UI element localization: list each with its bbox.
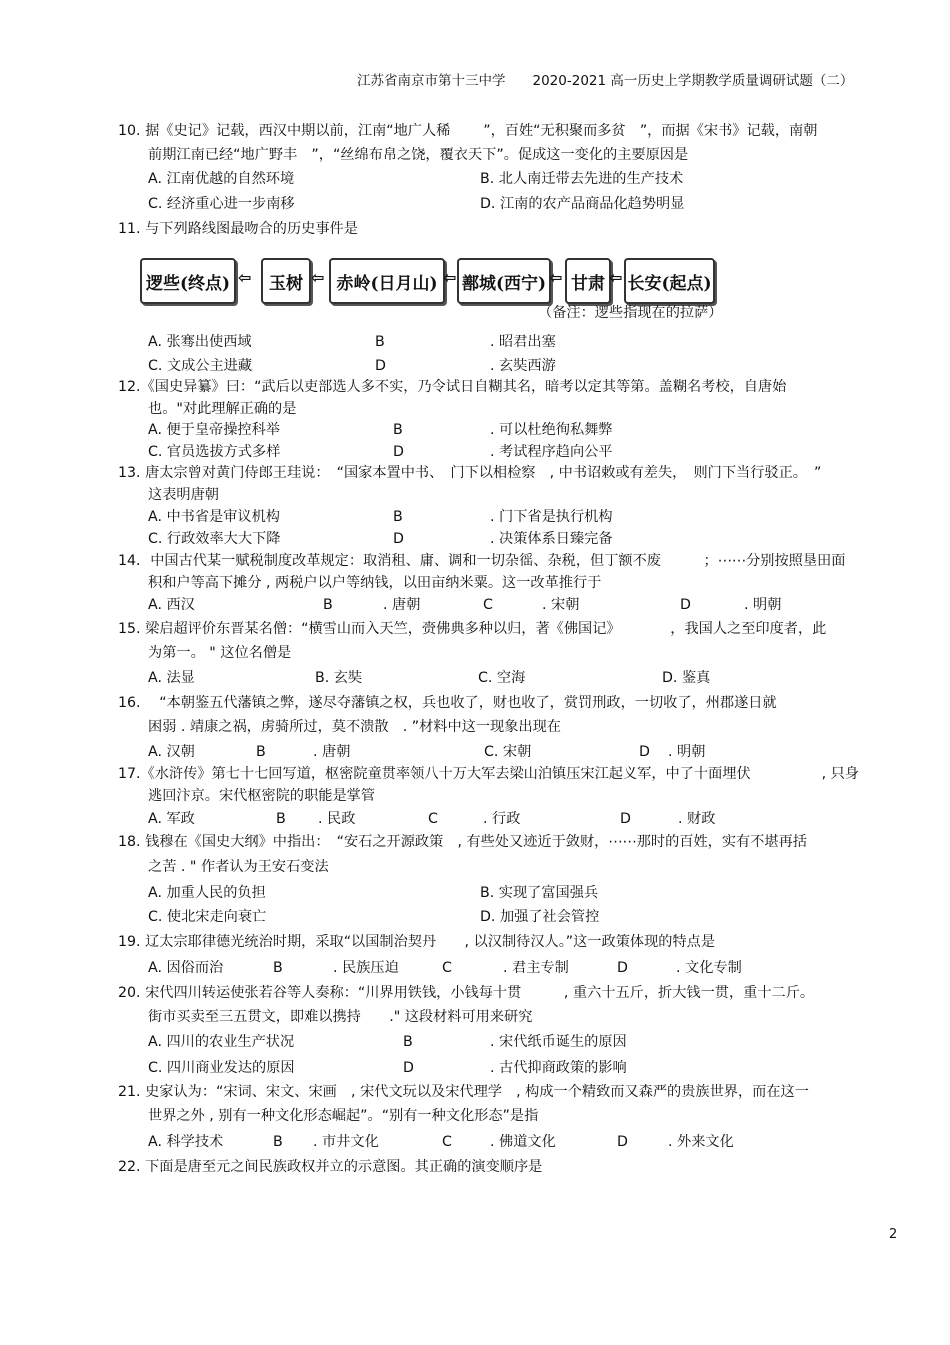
option-b[interactable]: . 宋代纸币诞生的原因 bbox=[490, 1034, 627, 1050]
option-a[interactable]: A. 法显 bbox=[148, 670, 195, 686]
option-d[interactable]: . 考试程序趋向公平 bbox=[490, 444, 613, 460]
option-a[interactable]: A. 中书省是审议机构 bbox=[148, 509, 280, 525]
option-b[interactable]: . 民政 bbox=[318, 811, 356, 827]
page-header: 江苏省南京市第十三中学 2020-2021 高一历史上学期教学质量调研试题（二） bbox=[357, 73, 854, 89]
option-d[interactable]: . 玄奘西游 bbox=[490, 358, 556, 374]
page-number: 2 bbox=[889, 1227, 898, 1242]
option-c[interactable]: C. 宋朝 bbox=[484, 744, 532, 760]
route-node-gansu: 甘肃 bbox=[565, 258, 611, 304]
option-b[interactable]: B. 玄奘 bbox=[315, 670, 363, 686]
question-stem: 逃回汴京。宋代枢密院的职能是掌管 bbox=[148, 788, 376, 804]
option-d-letter[interactable]: D bbox=[639, 744, 650, 760]
option-c[interactable]: . 君主专制 bbox=[503, 960, 569, 976]
option-d-letter[interactable]: D bbox=[617, 960, 628, 976]
option-d[interactable]: . 古代抑商政策的影响 bbox=[490, 1060, 627, 1076]
question-stem: 街市买卖至三五贯文，即难以携持 ." 这段材料可用来研究 bbox=[148, 1009, 533, 1025]
option-a[interactable]: A. 四川的农业生产状况 bbox=[148, 1034, 295, 1050]
option-d-letter[interactable]: D bbox=[617, 1134, 628, 1150]
option-d[interactable]: . 财政 bbox=[678, 811, 716, 827]
option-d[interactable]: . 明朝 bbox=[744, 597, 782, 613]
option-d[interactable]: D. 鉴真 bbox=[662, 670, 711, 686]
question-stem: 11. 与下列路线图最吻合的历史事件是 bbox=[118, 221, 358, 237]
left-arrow-icon: ⇦ bbox=[549, 268, 563, 287]
option-b-letter[interactable]: B bbox=[393, 422, 403, 438]
question-stem: 16. “本朝鉴五代藩镇之弊，遂尽夺藩镇之权，兵也收了，财也收了，赏罚刑政，一切收了，州郡遂日就 bbox=[118, 695, 777, 711]
question-stem: 积和户等高下摊分 , 两税户以户等纳钱，以田亩纳米粟。这一改革推行于 bbox=[148, 575, 602, 591]
question-stem: 10. 据《史记》记载，西汉中期以前，江南“地广人稀 ”，百姓“无积聚而多贫 ”，而据《宋书》记载，南朝 bbox=[118, 123, 818, 139]
option-c-letter[interactable]: C bbox=[483, 597, 493, 613]
option-a[interactable]: A. 科学技术 bbox=[148, 1134, 224, 1150]
option-d[interactable]: . 明朝 bbox=[668, 744, 706, 760]
option-a[interactable]: A. 加重人民的负担 bbox=[148, 885, 266, 901]
question-stem: 22. 下面是唐至元之间民族政权并立的示意图。其正确的演变顺序是 bbox=[118, 1159, 543, 1175]
question-stem: 这表明唐朝 bbox=[148, 487, 219, 503]
question-stem: 困弱 . 靖康之祸，虏骑所过，莫不溃散 . ”材料中这一现象出现在 bbox=[148, 719, 561, 735]
question-stem: 15. 梁启超评价东晋某名僧：“横雪山而入天竺，赍佛典多种以归，著《佛国记》 ，我国人之至印度者，此 bbox=[118, 621, 827, 637]
option-b[interactable]: . 唐朝 bbox=[313, 744, 351, 760]
option-b[interactable]: . 昭君出塞 bbox=[490, 334, 556, 350]
option-b[interactable]: . 市井文化 bbox=[313, 1134, 379, 1150]
option-d-letter[interactable]: D bbox=[375, 358, 386, 374]
question-stem: 14．中国古代某一赋税制度改革规定：取消租、庸、调和一切杂徭、杂税，但丁额不废 ；⋯⋯分别按照垦田面 bbox=[118, 553, 846, 569]
question-stem: 为第一。 " 这位名僧是 bbox=[148, 645, 292, 661]
option-c[interactable]: . 行政 bbox=[483, 811, 521, 827]
question-stem: 17.《水浒传》第七十七回写道，枢密院童贯率领八十万大军去梁山泊镇压宋江起义军，中了十面埋伏 , 只身 bbox=[118, 766, 859, 782]
option-a[interactable]: A. 张骞出使西域 bbox=[148, 334, 252, 350]
left-arrow-icon: ⇦ bbox=[443, 268, 457, 287]
left-arrow-icon: ⇦ bbox=[311, 268, 325, 287]
option-c-letter[interactable]: C bbox=[428, 811, 438, 827]
option-c[interactable]: . 佛道文化 bbox=[490, 1134, 556, 1150]
option-d-letter[interactable]: D bbox=[620, 811, 631, 827]
option-d[interactable]: . 文化专制 bbox=[676, 960, 742, 976]
option-c[interactable]: C. 文成公主进藏 bbox=[148, 358, 253, 374]
option-b-letter[interactable]: B bbox=[393, 509, 403, 525]
question-stem: 20. 宋代四川转运使张若谷等人奏称：“川界用铁钱，小钱每十贯 , 重六十五斤，折大钱一贯，重十二斤。 bbox=[118, 985, 815, 1001]
option-c[interactable]: C. 四川商业发达的原因 bbox=[148, 1060, 295, 1076]
left-arrow-icon: ⇦ bbox=[609, 268, 623, 287]
question-stem: 前期江南已经“地广野丰 ”，“丝绵布帛之饶，覆衣天下”。促成这一变化的主要原因是 bbox=[148, 147, 689, 163]
option-c[interactable]: . 宋朝 bbox=[542, 597, 580, 613]
option-c[interactable]: C. 官员选拔方式多样 bbox=[148, 444, 281, 460]
option-c[interactable]: C. 使北宋走向衰亡 bbox=[148, 909, 267, 925]
option-b-letter[interactable]: B bbox=[375, 334, 385, 350]
question-stem: 18. 钱穆在《国史大纲》中指出： “安石之开源政策 , 有些处又迹近于敛财，⋯⋯那时的百姓，实有不堪再括 bbox=[118, 834, 807, 850]
left-arrow-icon: ⇦ bbox=[238, 268, 252, 287]
option-d-letter[interactable]: D bbox=[393, 531, 404, 547]
option-a[interactable]: A. 江南优越的自然环境 bbox=[148, 171, 295, 187]
route-node-changan: 长安(起点) bbox=[624, 258, 715, 304]
option-d[interactable]: D. 加强了社会管控 bbox=[480, 909, 600, 925]
option-a[interactable]: A. 西汉 bbox=[148, 597, 195, 613]
option-c[interactable]: C. 行政效率大大下降 bbox=[148, 531, 281, 547]
route-note: （备注：逻些指现在的拉萨） bbox=[538, 305, 723, 321]
question-stem: 19. 辽太宗耶律德光统治时期，采取“以国制治契丹 , 以汉制待汉人。”这一政策体现的特点是 bbox=[118, 934, 716, 950]
option-d-letter[interactable]: D bbox=[403, 1060, 414, 1076]
question-stem: 12.《国史异纂》曰：“武后以吏部选人多不实，乃令试日自糊其名，暗考以定其等第。盖糊名考校，自唐始 bbox=[118, 379, 787, 395]
option-b-letter[interactable]: B bbox=[256, 744, 266, 760]
option-b[interactable]: . 门下省是执行机构 bbox=[490, 509, 613, 525]
option-b[interactable]: . 民族压迫 bbox=[333, 960, 399, 976]
option-d[interactable]: . 决策体系日臻完备 bbox=[490, 531, 613, 547]
option-a[interactable]: A. 军政 bbox=[148, 811, 195, 827]
question-stem: 21. 史家认为：“宋词、宋文、宋画 , 宋代文玩以及宋代理学 , 构成一个精致而又森严的贵族世界，而在这一 bbox=[118, 1084, 809, 1100]
option-b-letter[interactable]: B bbox=[273, 960, 283, 976]
route-node-shancheng: 鄯城(西宁) bbox=[457, 258, 551, 304]
question-stem: 世界之外 , 别有一种文化形态崛起”。“别有一种文化形态”是指 bbox=[148, 1108, 539, 1124]
option-d[interactable]: . 外来文化 bbox=[668, 1134, 734, 1150]
route-node-lhasa: 逻些(终点) bbox=[140, 258, 236, 304]
route-node-chiling: 赤岭(日月山) bbox=[329, 258, 445, 304]
option-b[interactable]: . 可以杜绝徇私舞弊 bbox=[490, 422, 613, 438]
option-d-letter[interactable]: D bbox=[680, 597, 691, 613]
option-d[interactable]: D. 江南的农产品商品化趋势明显 bbox=[480, 196, 685, 212]
option-b-letter[interactable]: B bbox=[276, 811, 286, 827]
route-node-yushu: 玉树 bbox=[261, 258, 311, 304]
option-b-letter[interactable]: B bbox=[403, 1034, 413, 1050]
option-a[interactable]: A. 汉朝 bbox=[148, 744, 195, 760]
option-b[interactable]: . 唐朝 bbox=[383, 597, 421, 613]
option-a[interactable]: A. 因俗而治 bbox=[148, 960, 224, 976]
question-stem: 也。"对此理解正确的是 bbox=[148, 401, 297, 417]
option-d-letter[interactable]: D bbox=[393, 444, 404, 460]
option-c-letter[interactable]: C bbox=[442, 960, 452, 976]
option-b-letter[interactable]: B bbox=[323, 597, 333, 613]
question-stem: 13. 唐太宗曾对黄门侍郎王珪说： “国家本置中书、 门下以相检察 , 中书诏敕或有差失， 则门下当行驳正。 ” bbox=[118, 465, 822, 481]
option-c-letter[interactable]: C bbox=[442, 1134, 452, 1150]
option-c[interactable]: C. 经济重心进一步南移 bbox=[148, 196, 295, 212]
question-stem: 之苦 . " 作者认为王安石变法 bbox=[148, 859, 329, 875]
option-b[interactable]: B. 北人南迁带去先进的生产技术 bbox=[480, 171, 684, 187]
option-b-letter[interactable]: B bbox=[273, 1134, 283, 1150]
option-b[interactable]: B. 实现了富国强兵 bbox=[480, 885, 599, 901]
option-c[interactable]: C. 空海 bbox=[478, 670, 526, 686]
option-a[interactable]: A. 便于皇帝操控科举 bbox=[148, 422, 280, 438]
